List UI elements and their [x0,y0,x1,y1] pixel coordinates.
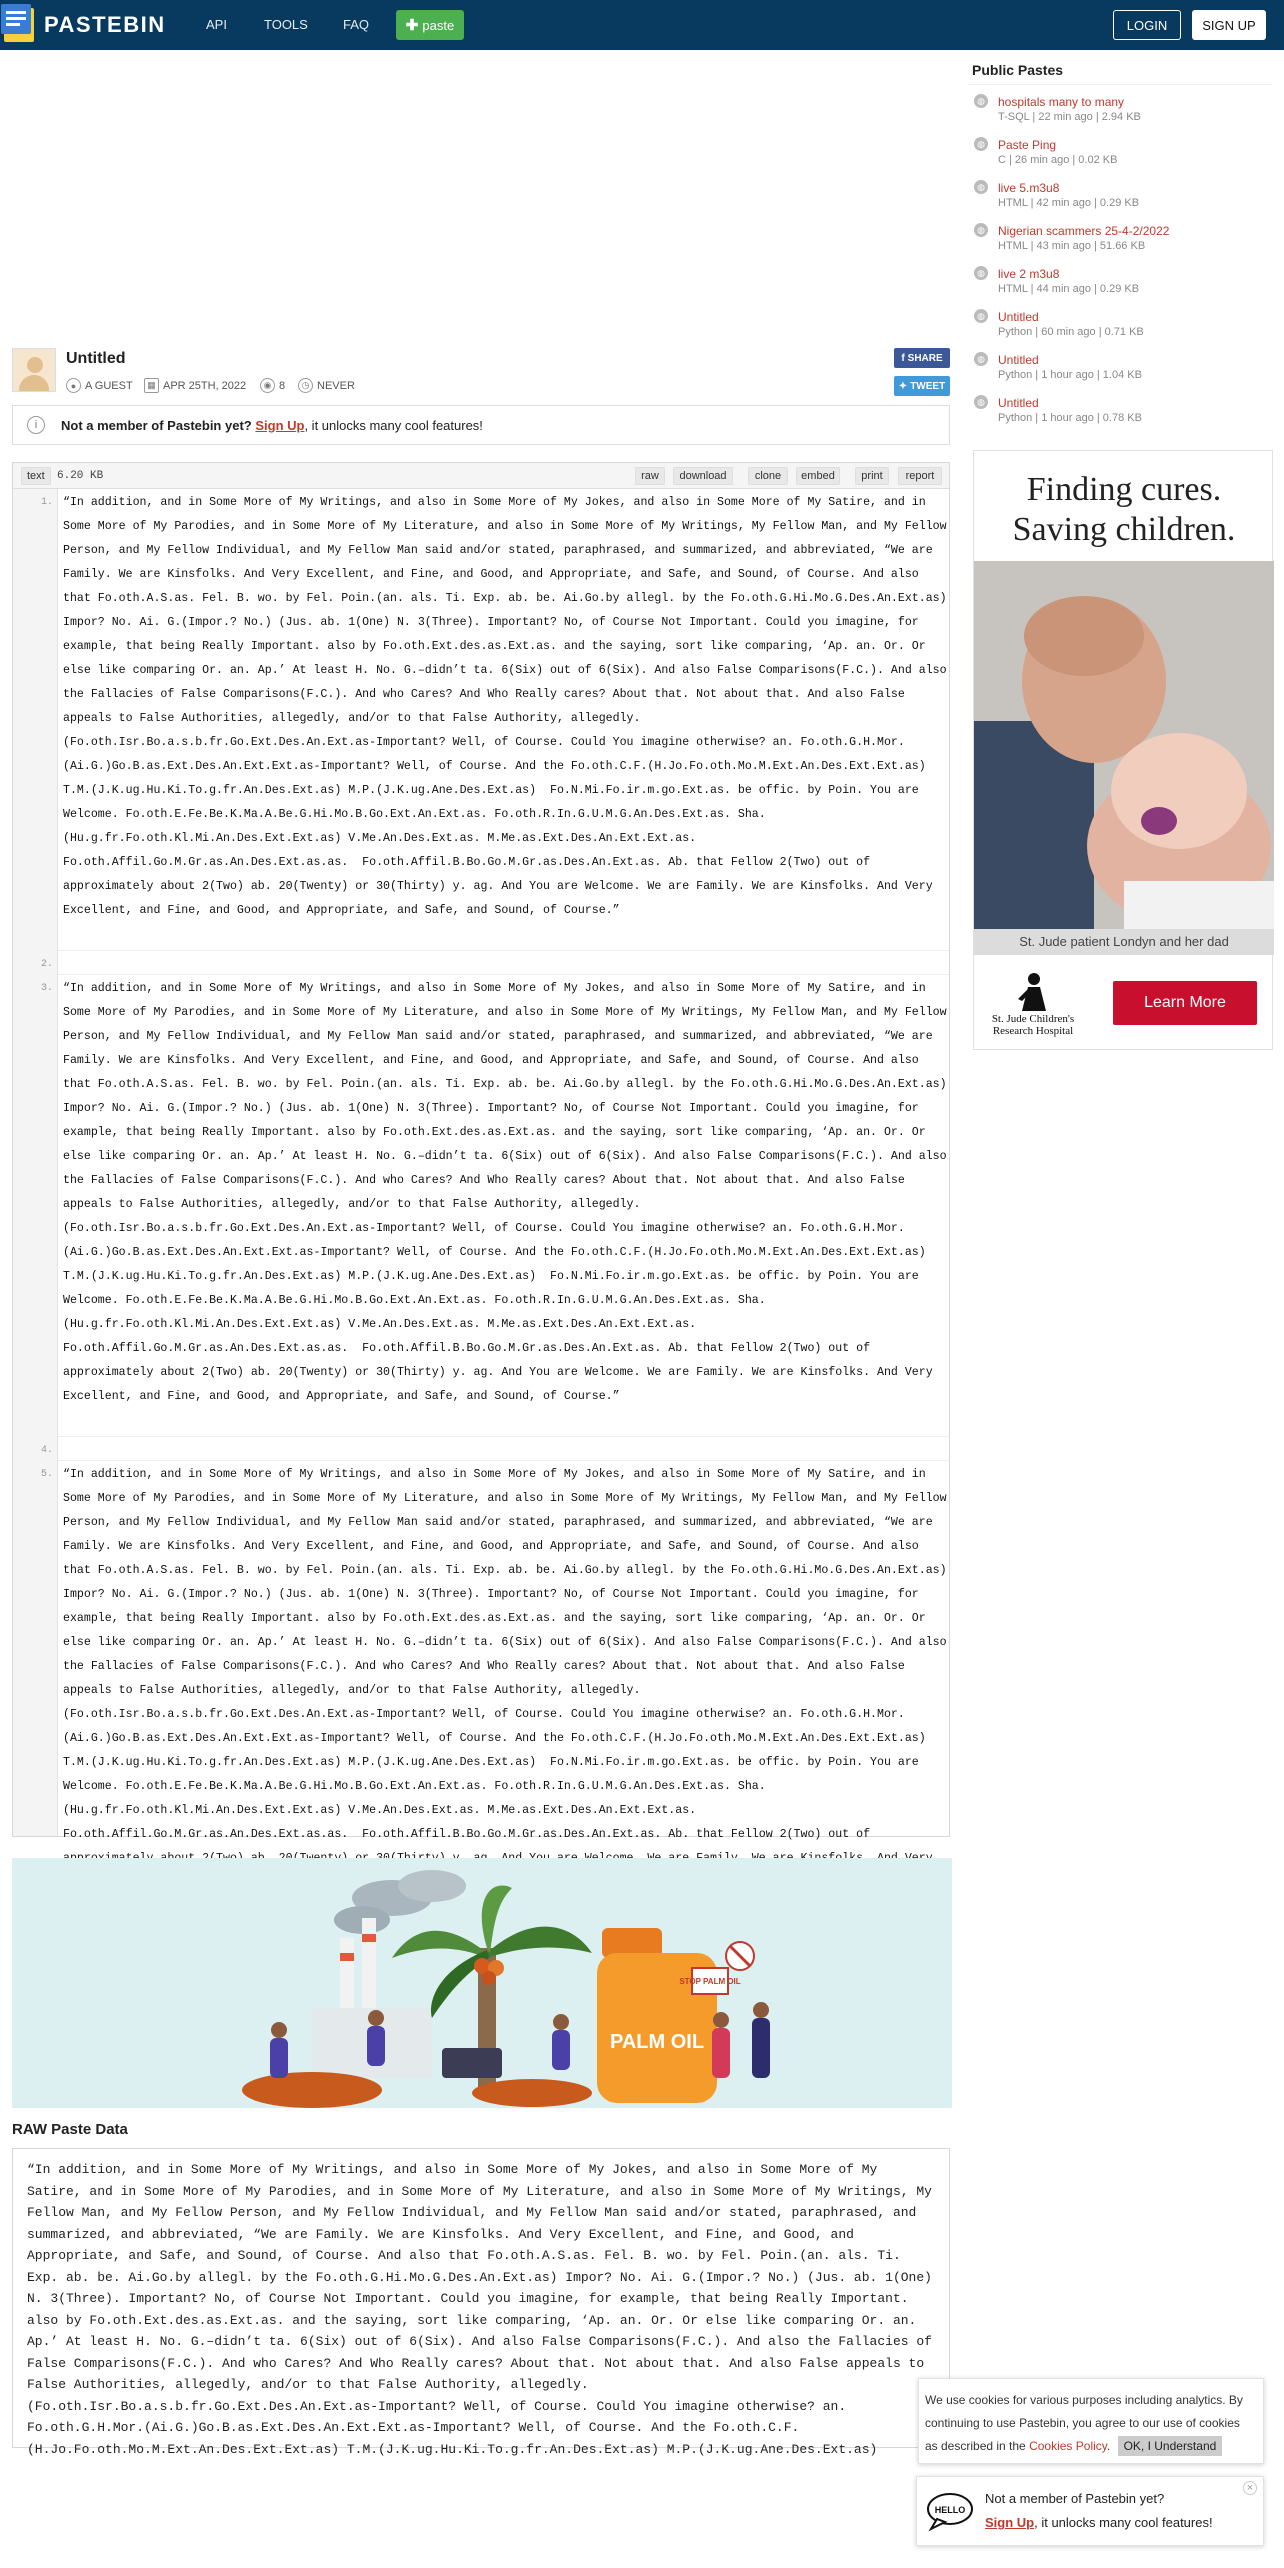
cookie-text: We use cookies for various purposes including analytics. By continuing to use Pastebin, you agree to our use of cookies as described in the [925,2393,1243,2453]
public-paste-item[interactable] [974,132,1270,175]
top-navbar [0,0,1284,50]
public-paste-info: Python | 1 hour ago | 1.04 KB [998,369,1142,381]
nav-tools[interactable]: TOOLS [264,17,308,32]
public-paste-item[interactable] [974,390,1270,433]
report-button[interactable]: report [898,467,942,485]
twitter-icon: ✦ [898,380,908,392]
ad-caption: St. Jude patient Londyn and her dad [974,929,1274,955]
signup-button[interactable]: SIGN UP [1192,10,1266,40]
public-paste-link[interactable]: Untitled [998,310,1039,324]
public-paste-item[interactable] [974,89,1270,132]
line-number: 5. [40,1469,53,1480]
code-line-5: “In addition, and in Some More of My Writings, and also in Some More of My Jokes, and also in Some More of My Satire, and in Some More of My Parodies, and in Some More of My Literature, and also in Some More of My Writings, My Fellow Man, and My Fellow Person, and My Fellow Individual, and My Fellow Man said and/or stated, paraphrased, and summarized, and abbreviated, “We are Family. We are Kinsfolks. And Very Excellent, and Fine, and Good, and Appropriate, and Safe, and Sound, of Course. And also that Fo.oth.A.S.as. Fel. B. wo. by Fel. Poin.(an. als. Ti. Exp. ab. be. Ai.Go.by allegl. by the Fo.oth.G.Hi.Mo.G.Des.An.Ext.as) Impor? No. Ai. G.(Impor.? No.) (Jus. ab. 1(One) N. 3(Three). Important? No, of Course Not Important. Could you imagine, for example, that being Really Important. also by Fo.oth.Ext.des.as.Ext.as. and the saying, sort like comparing, ‘Ap. an. Or. Or else like comparing Or. an. Ap.’ At least H. No. G.–didn’t ta. 6(Six) out of 6(Six). And also False Comparisons(F.C.). And also the Fallacies of False Comparisons(F.C.). And who Cares? And Who Really cares? About that. Not about that. And also False appeals to False Authorities, allegedly, and/or to that False Authority, allegedly. (Fo.oth.Isr.Bo.a.s.b.fr.Go.Ext.Des.An.Ext.as-Important? Well, of Course. Could You imagine otherwise? an. Fo.oth.G.H.Mor.(Ai.G.)Go.B.as.Ext.Des.An.Ext.Ext.as-Important? Well, of Course. And the Fo.oth.C.F.(H.Jo.Fo.oth.Mo.M.Ext.An.Des.Ext.Ext.as) T.M.(J.K.ug.Hu.Ki.To.g.fr.An.Des.Ext.as) M.P.(J.K.ug.Ane.Des.Ext.as) Fo.N.Mi.Fo.ir.m.go.Ext.as. be offic. by Poin. You are Welcome. Fo.oth.E.Fe.Be.K.Ma.A.Be.G.Hi.Mo.B.Go.Ext.An.Ext.as. Fo.oth.R.In.G.U.M.G.An.Des.Ext.as. Sha. (Hu.g.fr.Fo.oth.Kl.Mi.An.Des.Ext.Ext.as) V.Me.An.Des.Ext.as. M.Me.as.Ext.Des.An.Ext.Ext.as. Fo.oth.Affil.Go.M.Gr.as.An.Des.Ext.as.as. Fo.oth.Affil.B.Bo.Go.M.Gr.as.Des.An.Ext.as. Ab. that Fellow 2(Two) out of [63,1468,947,1841]
public-paste-info: Python | 60 min ago | 0.71 KB [998,326,1144,338]
ad-photo-father-child [974,561,1274,929]
public-paste-item[interactable] [974,347,1270,390]
sidebar-ad[interactable] [973,450,1273,1050]
public-paste-info: HTML | 44 min ago | 0.29 KB [998,283,1140,295]
popup-tail: , it unlocks many cool features! [1034,2515,1213,2530]
ad-headline-2: Saving children. [1012,511,1236,548]
ad-headline-1: Finding cures. [1026,471,1222,508]
line-number: 2. [40,959,53,970]
public-paste-link[interactable]: hospitals many to many [998,95,1125,109]
paste-size: 6.20 KB [57,470,104,482]
globe-icon: ◍ [974,395,988,409]
public-paste-item[interactable] [974,175,1270,218]
print-button[interactable]: print [855,467,889,485]
public-paste-item[interactable] [974,261,1270,304]
download-button[interactable]: download [673,467,733,485]
cookie-period: . [1106,2439,1111,2453]
line-number: 3. [40,983,53,994]
line-number: 1. [40,497,53,508]
author-avatar [12,348,56,392]
raw-paste-textarea[interactable]: “In addition, and in Some More of My Writings, and also in Some More of My Jokes, and also in Some More of My Satire, and in Some More of My Parodies, and in Some More of My Literature, and also in Some More of My Writings, My Fellow Man, and My Fellow Person, and My Fellow Individual, and My Fellow Man said and/or stated, paraphrased, and summarized, and abbreviated, “We are Family. We are Kinsfolks. And Very Excellent, and Fine, and Good, and Appropriate, and Safe, and Sound, of Course. And also that Fo.oth.A.S.as. Fel. B. wo. by Fel. Poin.(an. als. Ti. Exp. ab. be. Ai.Go.by allegl. by the Fo.oth.G.Hi.Mo.G.Des.An.Ext.as) Impor? No. Ai. G.(Impor.? No.) (Jus. ab. 1(One) N. 3(Three). Important? No, of Course Not Important. Could you imagine, for example, that being Really Important. also by Fo.oth.Ext.des.as.Ext.as. and the saying, sort like comparing, ‘Ap. an. Or. Or else like comparing Or. an. Ap.’ At least H. No. G.–didn’t ta. 6(Six) out of 6(Six). And also False Comparisons(F.C.). And also the Fallacies of False Comparisons(F.C.). And who Cares? And Who Really cares? About that. Not about that. And also False appeals to False Authorities, allegedly, and/or to that False Authority, allegedly. (Fo.oth.Isr.Bo.a.s.b.fr.Go.Ext.Des.An.Ext.as-Important? Well, of Course. Could You imagine otherwise? an. Fo.oth.G.H.Mor.(Ai.G.)Go.B.as.Ext.Des.An.Ext.Ext.as-Important? Well, of Course. And the Fo.oth.C.F.(H.Jo.Fo.oth.Mo.M.Ext.An.Des.Ext.Ext.as) T.M.(J.K.ug.Hu.Ki.To.g.fr.An.Des.Ext.as) M.P.(J.K.ug.Ane.Des.Ext.as) [12,2148,950,2448]
user-icon: ● [66,378,81,393]
line-number: 4. [40,1445,53,1456]
eye-icon: ◉ [260,378,275,393]
brand-name[interactable]: PASTEBIN [44,12,166,37]
palm-oil-illustration [12,1858,952,2108]
calendar-icon: ▦ [144,378,159,393]
twitter-tweet-button[interactable] [894,376,950,396]
author-name: A GUEST [85,379,133,392]
popup-line-1: Not a member of Pastebin yet? [985,2491,1165,2506]
nav-faq[interactable]: FAQ [343,17,370,32]
facebook-icon: f [901,352,905,364]
ad-org-name: St. Jude Children's Research Hospital [991,1013,1075,1037]
code-body [13,489,954,1841]
stop-sign-text: STOP PALM OIL [679,1977,741,1986]
raw-paste-title: RAW Paste Data [12,2121,128,2138]
hello-bubble-text: HELLO [934,2505,966,2515]
code-toolbar [13,463,949,489]
public-paste-info: T-SQL | 22 min ago | 2.94 KB [998,111,1141,123]
code-line-1: “In addition, and in Some More of My Writings, and also in Some More of My Jokes, and also in Some More of My Satire, and in Some More of My Parodies, and in Some More of My Literature, and also in Some More of My Writings, My Fellow Man, and My Fellow Person, and My Fellow Individual, and My Fellow Man said and/or stated, paraphrased, and summarized, and abbreviated, “We are Family. We are Kinsfolks. And Very Excellent, and Fine, and Good, and Appropriate, and Safe, and Sound, of Course. And also that Fo.oth.A.S.as. Fel. B. wo. by Fel. Poin.(an. als. Ti. Exp. ab. be. Ai.Go.by allegl. by the Fo.oth.G.Hi.Mo.G.Des.An.Ext.as) Impor? No. Ai. G.(Impor.? No.) (Jus. ab. 1(One) N. 3(Three). Important? No, of Course Not Important. Could you imagine, for example, that being Really Important. also by Fo.oth.Ext.des.as.Ext.as. and the saying, sort like comparing, ‘Ap. an. Or. Or else like comparing Or. an. Ap.’ At least H. No. G.–didn’t ta. 6(Six) out of 6(Six). And also False Comparisons(F.C.). And also the Fallacies of False Comparisons(F.C.). And who Cares? And Who Really cares? About that. Not about that. And also False appeals to False Authorities, allegedly, and/or to that False Authority, allegedly. (Fo.oth.Isr.Bo.a.s.b.fr.Go.Ext.Des.An.Ext.as-Important? Well, of Course. Could You imagine otherwise? an. Fo.oth.G.H.Mor.(Ai.G.)Go.B.as.Ext.Des.An.Ext.Ext.as-Important? Well, of Course. And the Fo.oth.C.F.(H.Jo.Fo.oth.Mo.M.Ext.An.Des.Ext.Ext.as) T.M.(J.K.ug.Hu.Ki.To.g.fr.An.Des.Ext.as) M.P.(J.K.ug.Ane.Des.Ext.as) Fo.N.Mi.Fo.ir.m.go.Ext.as. be offic. by Poin. You are Welcome. Fo.oth.E.Fe.Be.K.Ma.A.Be.G.Hi.Mo.B.Go.Ext.An.Ext.as. Fo.oth.R.In.G.U.M.G.An.Des.Ext.as. Sha. (Hu.g.fr.Fo.oth.Kl.Mi.An.Des.Ext.Ext.as) V.Me.An.Des.Ext.as. M.Me.as.Ext.Des.An.Ext.Ext.as. Fo.oth.Affil.Go.M.Gr.as.An.Des.Ext.as.as. Fo.oth.Affil.B.Bo.Go.M.Gr.as.Des.An.Ext.as. Ab. that Fellow 2(Two) out of approximately about 2(Two) ab. 20(Twenty) or 30(Thirty) y. ag. And You are Welcome. We are Family. We are Kinsfolks. And Very Excellent, and Fine, and Good, and Appropriate, and Safe, and Sound, of Course.” [63,496,954,917]
public-paste-info: HTML | 42 min ago | 0.29 KB [998,197,1140,209]
clock-icon: ◷ [298,378,313,393]
code-box [12,462,954,1841]
public-paste-link[interactable]: Untitled [998,353,1039,367]
paste-author [66,378,133,393]
new-paste-button[interactable] [396,10,464,40]
hello-bubble-icon [925,2491,975,2531]
globe-icon: ◍ [974,94,988,108]
code-line-3: “In addition, and in Some More of My Writings, and also in Some More of My Jokes, and also in Some More of My Satire, and in Some More of My Parodies, and in Some More of My Literature, and also in Some More of My Writings, My Fellow Man, and My Fellow Person, and My Fellow Individual, and My Fellow Man said and/or stated, paraphrased, and summarized, and abbreviated, “We are Family. We are Kinsfolks. And Very Excellent, and Fine, and Good, and Appropriate, and Safe, and Sound, of Course. And also that Fo.oth.A.S.as. Fel. B. wo. by Fel. Poin.(an. als. Ti. Exp. ab. be. Ai.Go.by allegl. by the Fo.oth.G.Hi.Mo.G.Des.An.Ext.as) Impor? No. Ai. G.(Impor.? No.) (Jus. ab. 1(One) N. 3(Three). Important? No, of Course Not Important. Could you imagine, for example, that being Really Important. also by Fo.oth.Ext.des.as.Ext.as. and the saying, sort like comparing, ‘Ap. an. Or. Or else like comparing Or. an. Ap.’ At least H. No. G.–didn’t ta. 6(Six) out of 6(Six). And also False Comparisons(F.C.). And also the Fallacies of False Comparisons(F.C.). And who Cares? And Who Really cares? About that. Not about that. And also False appeals to False Authorities, allegedly, and/or to that False Authority, allegedly. (Fo.oth.Isr.Bo.a.s.b.fr.Go.Ext.Des.An.Ext.as-Important? Well, of Course. Could You imagine otherwise? an. Fo.oth.G.H.Mor.(Ai.G.)Go.B.as.Ext.Des.An.Ext.Ext.as-Important? Well, of Course. And the Fo.oth.C.F.(H.Jo.Fo.oth.Mo.M.Ext.An.Des.Ext.Ext.as) T.M.(J.K.ug.Hu.Ki.To.g.fr.An.Des.Ext.as) M.P.(J.K.ug.Ane.Des.Ext.as) Fo.N.Mi.Fo.ir.m.go.Ext.as. be offic. by Poin. You are Welcome. Fo.oth.E.Fe.Be.K.Ma.A.Be.G.Hi.Mo.B.Go.Ext.An.Ext.as. Fo.oth.R.In.G.U.M.G.An.Des.Ext.as. Sha. (Hu.g.fr.Fo.oth.Kl.Mi.An.Des.Ext.Ext.as) V.Me.An.Des.Ext.as. M.Me.as.Ext.Des.An.Ext.Ext.as. Fo.oth.Affil.Go.M.Gr.as.An.Des.Ext.as.as. Fo.oth.Affil.B.Bo.Go.M.Gr.as.Des.An.Ext.as. Ab. that Fellow 2(Two) out of approximately about 2(Two) ab. 20(Twenty) or 30(Thirty) y. ag. And You are Welcome. We are Family. We are Kinsfolks. And Very Excellent, and Fine, and Good, and Appropriate, and Safe, and Sound, of Course.” [63,982,954,1403]
globe-icon: ◍ [974,352,988,366]
notice-tail: , it unlocks many cool features! [304,417,483,433]
close-icon[interactable]: × [1243,2481,1257,2495]
public-paste-info: HTML | 43 min ago | 51.66 KB [998,240,1146,252]
globe-icon: ◍ [974,180,988,194]
public-paste-link[interactable]: live 2 m3u8 [998,267,1060,281]
paste-date [144,378,246,393]
nav-api[interactable]: API [206,17,227,32]
public-paste-link[interactable]: live 5.m3u8 [998,181,1060,195]
cookies-policy-link[interactable]: Cookies Policy [1029,2439,1107,2453]
new-paste-label: paste [422,17,455,33]
palm-oil-illustration-banner[interactable] [12,1858,952,2108]
facebook-share-button[interactable] [894,348,950,368]
date-text: APR 25TH, 2022 [163,379,247,392]
info-icon: i [27,416,45,434]
public-paste-info: C | 26 min ago | 0.02 KB [998,154,1118,166]
signup-popup [916,2476,1264,2546]
paste-title: Untitled [66,350,126,367]
syntax-language-badge[interactable]: text [21,467,51,485]
paste-expiry [298,378,355,393]
tweet-label: TWEET [910,380,946,392]
cookie-consent-banner [918,2378,1264,2464]
expiry-text: NEVER [317,379,355,392]
st-jude-logo-icon [1014,971,1054,1011]
public-paste-link[interactable]: Nigerian scammers 25-4-2/2022 [998,224,1170,238]
public-pastes-list [968,84,1272,436]
public-pastes-title: Public Pastes [972,62,1064,78]
globe-icon: ◍ [974,137,988,151]
cookie-ok-button[interactable]: OK, I Understand [1118,2436,1223,2456]
share-label: SHARE [907,352,943,364]
views-count: 8 [279,379,286,392]
jar-label: PALM OIL [609,2031,705,2053]
avatar-body-icon [19,375,49,391]
public-paste-info: Python | 1 hour ago | 0.78 KB [998,412,1142,424]
public-paste-item[interactable] [974,218,1270,261]
code-line-bg [58,1437,949,1461]
clone-button[interactable]: clone [748,467,788,485]
code-line-bg [58,951,949,975]
notice-signup-link[interactable]: Sign Up [255,417,305,433]
notice-lead: Not a member of Pastebin yet? [61,417,252,433]
embed-button[interactable]: embed [796,467,840,485]
pastebin-logo-icon[interactable] [0,2,38,46]
raw-button[interactable]: raw [635,467,665,485]
signup-notice [12,405,950,445]
popup-signup-link[interactable]: Sign Up [985,2515,1035,2530]
plus-icon: ✚ [405,17,419,34]
learn-more-button[interactable]: Learn More [1113,981,1257,1025]
public-paste-link[interactable]: Untitled [998,396,1039,410]
globe-icon: ◍ [974,309,988,323]
paste-views [260,378,285,393]
public-paste-item[interactable] [974,304,1270,347]
line-number-gutter [13,489,58,1836]
globe-icon: ◍ [974,266,988,280]
public-paste-link[interactable]: Paste Ping [998,138,1057,152]
avatar-head-icon [27,357,43,373]
popup-line-2 [985,2515,1213,2530]
globe-icon: ◍ [974,223,988,237]
login-button[interactable]: LOGIN [1113,10,1181,40]
